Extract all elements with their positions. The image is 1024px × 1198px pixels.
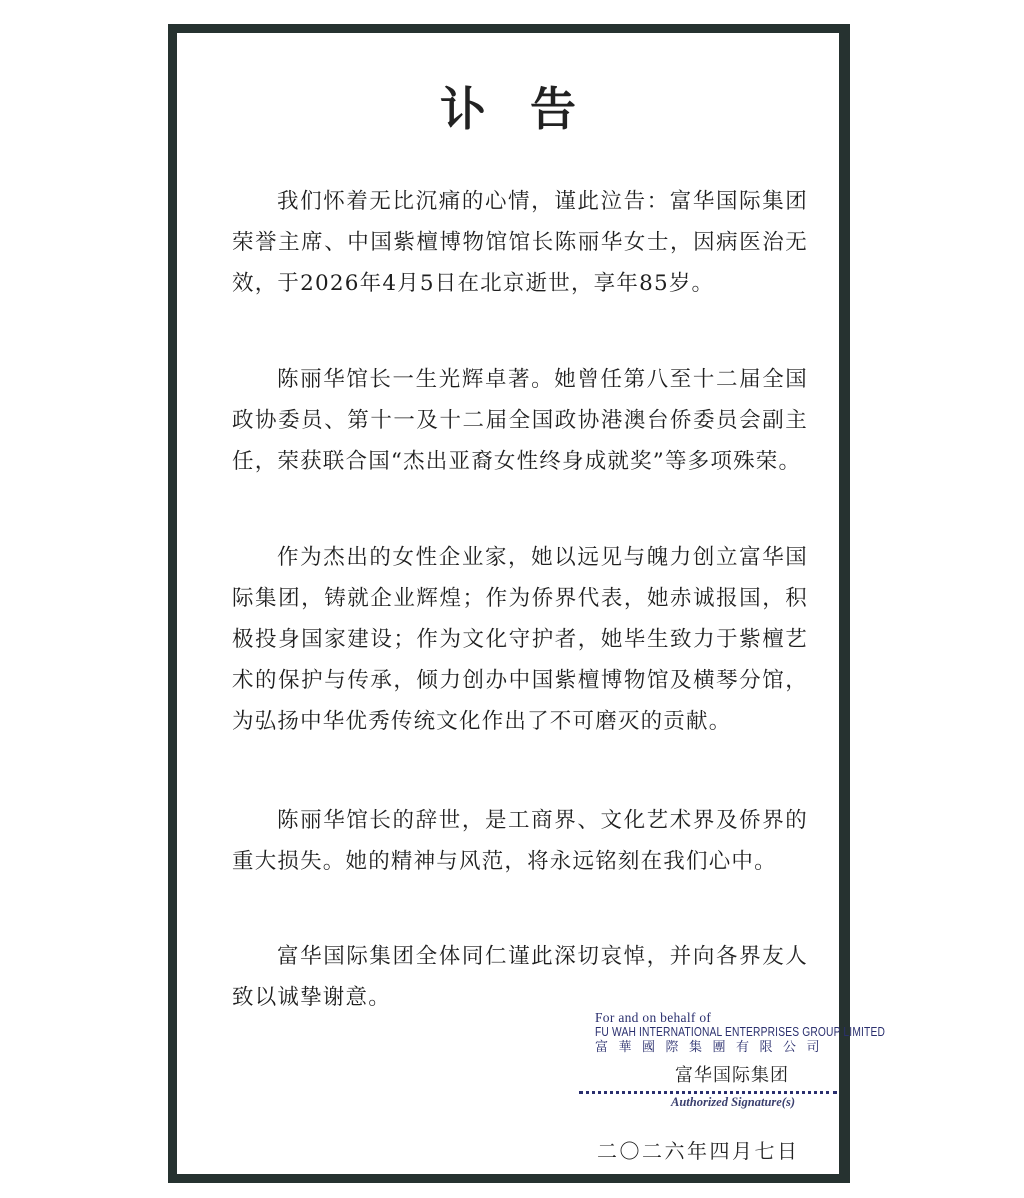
signature-on-behalf: For and on behalf of xyxy=(595,1010,712,1025)
paragraph-condolence: 富华国际集团全体同仁谨此深切哀悼，并向各界友人致以诚挚谢意。 xyxy=(232,944,808,1010)
signature-signatory: 富华国际集团 xyxy=(675,1065,789,1086)
paragraph-announcement: 我们怀着无比沉痛的心情，谨此泣告：富华国际集团荣誉主席、中国紫檀博物馆馆长陈丽华女士，因病医治无效，于2026年4月5日在北京逝世，享年85岁。 xyxy=(232,189,808,296)
paragraph-loss: 陈丽华馆长的辞世，是工商界、文化艺术界及侨界的重大损失。她的精神与风范，将永远铭刻在我们心中。 xyxy=(232,808,808,874)
signature-company-english: FU WAH INTERNATIONAL ENTERPRISES GROUP LIMITED xyxy=(595,1025,886,1039)
paragraph-contributions: 作为杰出的女性企业家，她以远见与魄力创立富华国际集团，铸就企业辉煌；作为侨界代表，她赤诚报国，积极投身国家建设；作为文化守护者，她毕生致力于紫檀艺术的保护与传承，倾力创办中国紫檀博物馆及横琴分馆，为弘扬中华优秀传统文化作出了不可磨灭的贡献。 xyxy=(232,545,808,734)
signature-authorized-label: Authorized Signature(s) xyxy=(671,1095,795,1109)
obituary-border-frame xyxy=(168,24,886,1183)
paragraph-honors: 陈丽华馆长一生光辉卓著。她曾任第八至十二届全国政协委员、第十一及十二届全国政协港澳台侨委员会副主任，荣获联合国“杰出亚裔女性终身成就奖”等多项殊荣。 xyxy=(232,367,808,474)
document-date: 二〇二六年四月七日 xyxy=(597,1139,800,1163)
signature-company-chinese: 富華國際集團有限公司 xyxy=(595,1040,831,1055)
document-title: 讣告 xyxy=(440,82,620,136)
signature-block xyxy=(577,1010,886,1110)
